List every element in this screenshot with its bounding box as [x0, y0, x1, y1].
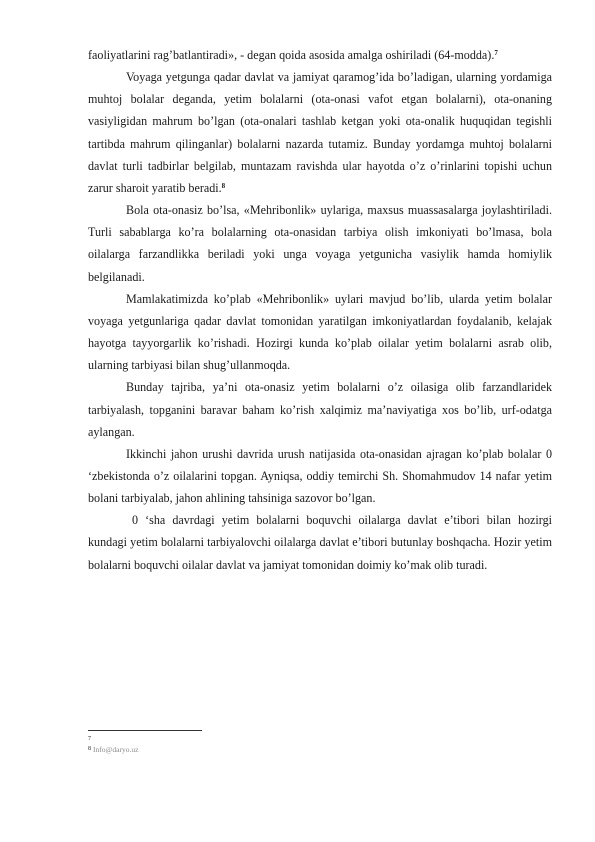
footnote-8	[88, 744, 138, 754]
footnote-7	[88, 734, 138, 744]
footnote-ref-8[interactable]: 8	[221, 181, 226, 190]
paragraph-6: Ikkinchi jahon urushi davrida urush natijasida ota-onasidan ajragan ko’plab bolalar 0 ‘zbekistonda o’z oilalarini topgan. Ayniqsa, oddiy temirchi Sh. Shomahmudov 14 nafar yetim bolani tarbiyalab, jahon ahlining tahsiniga sazovor bo’lgan.	[88, 446, 552, 506]
footnote-link[interactable]: Info@daryo.uz	[93, 745, 139, 754]
paragraph-1: faoliyatlarini rag’batlantiradi», - degan qoida asosida amalga oshiriladi (64-modda).$^7$	[88, 48, 498, 62]
footnote-number: 8	[88, 746, 91, 752]
paragraph-4: Mamlakatimizda ko’plab «Mehribonlik» uylari mavjud bo’lib, ularda yetim bolalar voyaga yetgunlariga qadar davlat tomonidan yaratilgan imkoniyatlardan foydalanib, kelajak hayotga tayyorgarlik ko’rishadi. Hozirgi kunda ko’plab oilalar yetim bolalarni asrab olib, ularning tarbiyasi bilan shug’ullanmoqda.	[88, 291, 552, 373]
footnotes	[88, 734, 138, 754]
paragraph-2: Voyaga yetgunga qadar davlat va jamiyat qaramog’ida bo’ladigan, ularning yordamiga muhtoj bolalar deganda, yetim bolalarni (ota-onasi vafot etgan bolalarni), ota-onaning vasiyligidan mahrum bo’lgan (ota-onalari tashlab ketgan yoki ota-onalik huquqidan tegishli tartibda mahrum qilinganlar) bolalarni nazarda tutamiz. Bunday yordamga muhtoj bolalarni davlat turli tadbirlar belgilab, muntazam ravishda ular hayotda o’z o’rinlarini topishi uchun zarur sharoit yaratib beradi.$^8$	[88, 70, 552, 195]
footnote-divider	[88, 730, 202, 731]
paragraph-3: Bola ota-onasiz bo’lsa, «Mehribonlik» uylariga, maxsus muassasalarga joylashtiriladi. Turli sabablarga ko’ra bolalarning ota-onasidan tarbiya olish imkoniyati bo’lmasa, bola oilalarga farzandlikka beriladi yoki unga voyaga yetgunicha vasiylik hamda homiylik belgilanadi.	[88, 203, 552, 284]
footnote-number: 7	[88, 736, 91, 742]
paragraph-5: Bunday tajriba, ya’ni ota-onasiz yetim bolalarni o’z oilasiga olib farzandlaridek tarbiyalash, topganini baravar baham ko’rish xalqimiz ma’naviyatiga xos bo’lib, urf-odatga aylangan.	[88, 380, 552, 439]
body-text	[88, 44, 552, 576]
footnote-ref-7[interactable]: 7	[494, 49, 498, 57]
paragraph-7: 0 ‘sha davrdagi yetim bolalarni boquvchi oilalarga davlat e’tibori bilan hozirgi kundagi yetim bolalarni tarbiyalovchi oilalarga davlat e’tibori butunlay boshqacha. Hozir yetim bolalarni boquvchi oilalar davlat va jamiyat tomonidan doimiy ko’mak olib turadi.	[88, 513, 552, 572]
